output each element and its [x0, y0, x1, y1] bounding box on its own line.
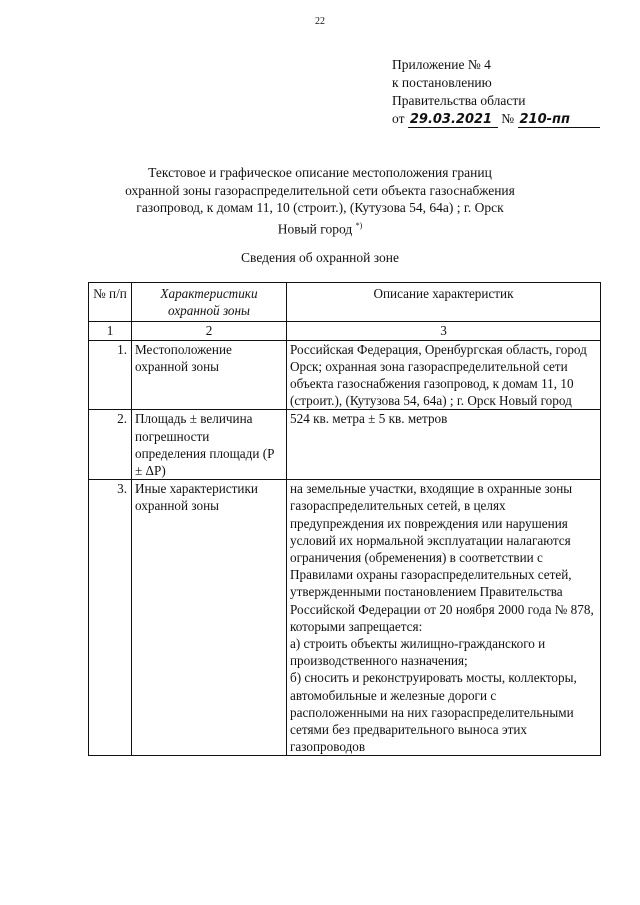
appendix-date-line — [392, 110, 600, 128]
restriction-item-b: б) сносить и реконструировать мосты, коллекторы, автомобильные и железные дороги с расположенными на них газораспределительными сетями без предварительного выноса этих газопроводов — [290, 670, 577, 755]
column-number-1: 1 — [89, 322, 132, 340]
column-number-3: 3 — [287, 322, 601, 340]
header-characteristic: Характеристики охранной зоны — [132, 283, 287, 322]
header-number: № п/п — [89, 283, 132, 322]
row-characteristic: Местоположение охранной зоны — [132, 340, 287, 410]
table-row — [89, 340, 601, 410]
title-line-3: газопровод, к домам 11, 10 (строит.), (Кутузова 54, 64а) ; г. Орск — [136, 200, 504, 215]
appendix-line-1: Приложение № 4 — [392, 57, 491, 72]
title-line-4: Новый город — [277, 221, 353, 236]
document-title — [100, 164, 540, 238]
column-numbering-row — [89, 322, 601, 340]
row-index: 1. — [89, 340, 132, 410]
zone-info-table — [88, 282, 601, 756]
footnote-mark: *) — [355, 220, 363, 230]
appendix-line-2: к постановлению — [392, 75, 492, 90]
row-description-cell — [287, 480, 601, 756]
table-header-row — [89, 283, 601, 322]
row-description: Российская Федерация, Оренбургская область, город Орск; охранная зона газораспределительной сети объекта газоснабжения газопровод, к домам 11, 10 (строит.), (Кутузова 54, 64а) ; г. Орск Новый город — [287, 340, 601, 410]
table-row — [89, 410, 601, 480]
appendix-line-3: Правительства области — [392, 93, 526, 108]
row-description: на земельные участки, входящие в охранные зоны газораспределительных сетей, в целях предупреждения их повреждения или нарушения условий их нормальной эксплуатации налагаются ограничения (обременения) в соответствии с Правилами охраны газораспределительных сетей, утвержденными постановлением Правительства Российской Федерации от 20 ноября 2000 года № 878, которыми запрещается: — [290, 481, 594, 634]
title-line-4-wrap — [100, 217, 540, 238]
handwritten-number: 210-пп — [518, 113, 600, 128]
date-prefix: от — [392, 111, 405, 126]
appendix-block — [392, 56, 600, 128]
table-row — [89, 480, 601, 756]
section-subtitle: Сведения об охранной зоне — [241, 250, 399, 265]
handwritten-date: 29.03.2021 — [408, 113, 498, 128]
row-characteristic: Иные характеристики охранной зоны — [132, 480, 287, 756]
restriction-item-a: а) строить объекты жилищно-гражданского и производственного назначения; — [290, 636, 546, 669]
number-sign: № — [501, 111, 515, 126]
column-number-2: 2 — [132, 322, 287, 340]
row-index: 2. — [89, 410, 132, 480]
header-description: Описание характеристик — [287, 283, 601, 322]
row-description: 524 кв. метра ± 5 кв. метров — [287, 410, 601, 480]
title-line-1: Текстовое и графическое описание местоположения границ — [148, 165, 492, 180]
page-number: 22 — [315, 16, 325, 27]
row-characteristic: Площадь ± величина погрешности определения площади (Р ± ΔР) — [132, 410, 287, 480]
title-line-2: охранной зоны газораспределительной сети объекта газоснабжения — [125, 182, 515, 198]
row-index: 3. — [89, 480, 132, 756]
